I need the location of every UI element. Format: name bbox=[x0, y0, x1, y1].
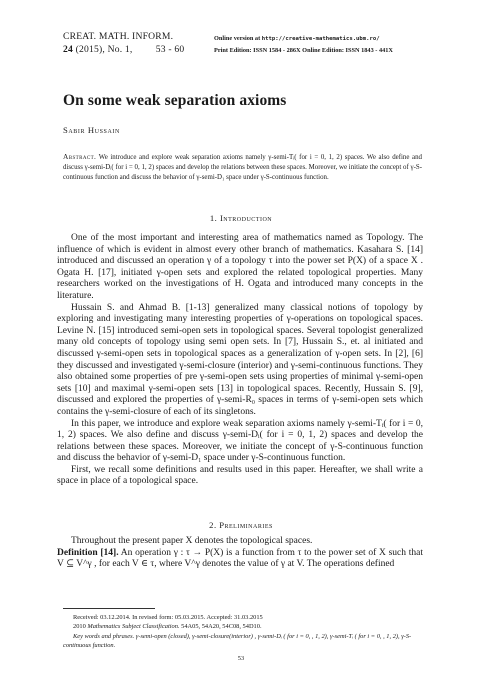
page-number: 53 bbox=[237, 655, 245, 662]
preliminaries-body bbox=[57, 536, 423, 571]
journal-year-issue: (2015), No. 1, bbox=[75, 43, 133, 55]
definition-text: An operation γ : τ → P(X) is a function from τ to the power set of X such that V ⊆ V^γ , for each V ∈ τ, where V^γ denotes the value of γ at V. The operations defined bbox=[57, 547, 423, 570]
journal-header bbox=[63, 31, 184, 56]
paper-title: On some weak separation axioms bbox=[63, 92, 287, 109]
online-version-line bbox=[214, 33, 393, 45]
abstract-text: We introduce and explore weak separation axioms namely γ-semi-Tᵢ( for i = 0, 1, 2) spaces. We also define and discuss γ-semi-Dᵢ( for i = 0, 1, 2) spaces and develop the relations between these spaces. Moreover, we initiate the concept of γ-S-continuous function and discuss the behavior of γ-semi-D₁ space under γ-S-continuous function. bbox=[63, 154, 422, 181]
msc-label: Mathematics Subject Classification. bbox=[87, 623, 180, 631]
introduction-body bbox=[57, 233, 423, 488]
intro-paragraph-3: In this paper, we introduce and explore weak separation axioms namely γ-semi-Tᵢ( for i = 0, 1, 2) spaces. We also define and discuss γ-semi-Dᵢ( for i = 0, 1, 2) spaces and develop the relations between these spaces. Moreover, we initiate the concept of γ-S-continuous function and discuss the behavior of γ-semi-D₁ space under γ-S-continuous function. bbox=[57, 418, 423, 464]
keywords-label: Key words and phrases. bbox=[73, 632, 135, 640]
online-url-link[interactable]: http://creative-mathematics.ubm.ro/ bbox=[261, 36, 380, 42]
msc-year: 2010 bbox=[73, 623, 86, 631]
definition-label: Definition [14]. bbox=[57, 547, 119, 558]
intro-paragraph-1: One of the most important and interesting area of mathematics named as Topology. The influence of which is evident in almost every other branch of mathematics. Kasahara S. [14] introduced and discussed an operation γ of a topology τ into the power set P(X) of a space X . Ogata H. [17], initiated γ-open sets and explored the related topological properties. Many researchers worked on the investigations of H. Ogata and introduced many concepts in the literature. bbox=[57, 233, 423, 301]
prelim-paragraph-1: Throughout the present paper X denotes the topological spaces. bbox=[71, 536, 313, 546]
footnote-divider bbox=[63, 608, 155, 609]
definition-paragraph bbox=[57, 548, 423, 571]
journal-volume-line bbox=[63, 44, 184, 57]
received-dates: Received: 03.12.2014. In revised form: 05.03.2015. Accepted: 31.03.2015 bbox=[73, 614, 263, 621]
msc-line bbox=[63, 622, 425, 631]
journal-volume: 24 bbox=[63, 43, 73, 55]
paper-author: Sabir Hussain bbox=[63, 125, 120, 135]
section-heading-preliminaries: 2. Preliminaries bbox=[209, 520, 273, 530]
journal-abbrev: CREAT. MATH. INFORM. bbox=[63, 31, 174, 42]
issn-line: Print Edition: ISSN 1584 - 286X Online Edition: ISSN 1843 - 441X bbox=[214, 47, 393, 55]
intro-paragraph-2: Hussain S. and Ahmad B. [1-13] generalized many classical notions of topology by exploring and investigating many interesting properties of γ-operations on topological spaces. Levine N. [15] introduced semi-open sets in topological spaces. Several topologist generalized many old concepts of topology using semi open sets. In [7], Hussain S., et. al initiated and discussed γ-semi-open sets in topological spaces as a generalization of γ-open sets. In [2], [6] they discussed and investigated γ-semi-closure (interior) and γ-semi-continuous functions. They also obtained some properties of pre γ-semi-open sets using properties of minimal γ-semi-open sets [10] and maximal γ-semi-open sets [13] in topological spaces. Recently, Hussain S. [9], discussed and explored the properties of γ-semi-R₀ spaces in terms of γ-semi-open sets which contains the γ-semi-closure of each of its singletons. bbox=[57, 302, 423, 417]
abstract bbox=[63, 152, 422, 183]
edition-info bbox=[214, 33, 393, 57]
online-prefix: Online version at bbox=[214, 35, 261, 42]
intro-paragraph-4: First, we recall some definitions and results used in this paper. Hereafter, we shall write a space in place of a topological space. bbox=[57, 464, 423, 487]
msc-codes: 54A05, 54A20, 54C08, 54D10. bbox=[181, 623, 262, 631]
keywords-text: γ-semi-open (closed), γ-semi-closure(interior) , γ-semi-Dᵢ ( for i = 0, , 1, 2), γ-semi-Tᵢ ( for i = 0, , 1, 2), γ-S-continuous function. bbox=[63, 632, 412, 650]
abstract-label: Abstract. bbox=[63, 152, 97, 161]
footnotes bbox=[63, 613, 425, 651]
keywords-line bbox=[63, 632, 425, 651]
section-heading-introduction: 1. Introduction bbox=[209, 213, 273, 223]
journal-pages: 53 - 60 bbox=[155, 43, 185, 55]
